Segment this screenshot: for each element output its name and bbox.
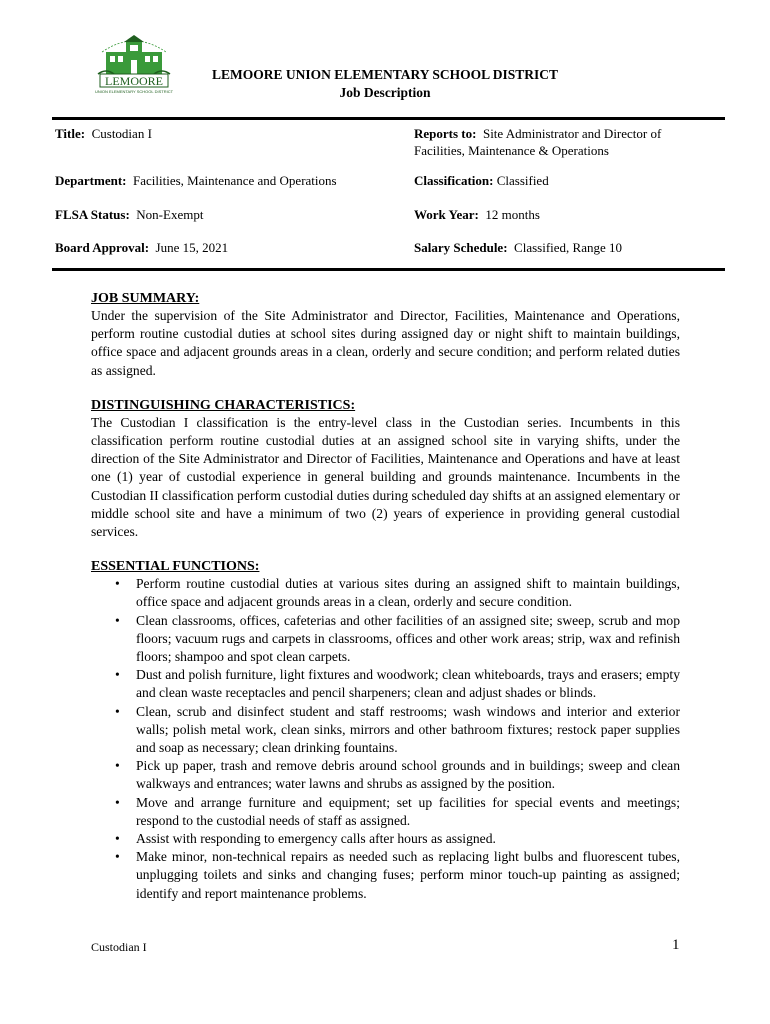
job-summary-heading: JOB SUMMARY: — [91, 291, 200, 306]
list-item: • Clean classrooms, offices, cafeterias and other facilities of an assigned site; sweep, scrub and mop floors; vacuum rugs and carpets in classrooms, offices and other work areas; strip, wax and refinish floors; shampoo and spot clean carpets. — [115, 612, 680, 665]
top-rule — [52, 117, 725, 120]
footer-doc-title: Custodian I — [91, 940, 147, 954]
document-body — [91, 290, 680, 903]
distinguishing-text: The Custodian I classification is the entry-level class in the Custodian series. Incumbents in this classification perform routine custodial duties at an assigned school site in varying shifts, under the direction of the Site Administrator and Director of Facilities, Maintenance and Operations and have at least one (1) year of custodial experience in general building and grounds maintenance. Incumbents in the Custodian II classification perform custodial duties during scheduled day shifts at an assigned elementary or middle school site and have a minimum of two (2) years of experience in providing general custodial services. — [91, 414, 680, 540]
classification-value: Classified — [496, 173, 549, 188]
meta-workyear — [414, 206, 540, 223]
title-value: Custodian I — [91, 126, 152, 141]
workyear-label: Work Year: — [414, 207, 479, 222]
board-label: Board Approval: — [55, 240, 150, 255]
bullet-icon: • — [115, 794, 120, 810]
meta-classification — [414, 172, 549, 189]
svg-text:UNION ELEMENTARY SCHOOL DISTRI: UNION ELEMENTARY SCHOOL DISTRICT — [94, 89, 174, 94]
meta-title — [55, 125, 152, 142]
essential-functions-heading: ESSENTIAL FUNCTIONS: — [91, 559, 260, 575]
board-value: June 15, 2021 — [155, 240, 229, 255]
flsa-label: FLSA Status: — [55, 207, 130, 222]
essential-functions-list — [91, 575, 680, 903]
title-label: Title: — [55, 126, 86, 141]
meta-reports — [414, 125, 704, 159]
classification-label: Classification: — [414, 173, 494, 188]
bullet-icon: • — [115, 758, 120, 774]
salary-label: Salary Schedule: — [414, 240, 508, 255]
list-item: • Pick up paper, trash and remove debris around school grounds and in buildings; sweep and clean walkways and entrances; water lawns and shrubs as assigned by the position. — [115, 758, 680, 792]
bottom-rule — [52, 268, 725, 271]
district-name: LEMOORE UNION ELEMENTARY SCHOOL DISTRICT — [211, 67, 559, 82]
bullet-icon: • — [115, 612, 120, 628]
bullet-icon: • — [115, 831, 120, 847]
flsa-value: Non-Exempt — [136, 207, 204, 222]
job-summary-text: Under the supervision of the Site Administrator and Director, Facilities, Maintenance and Operations, perform routine custodial duties at school sites during assigned day or night shift to maintain buildings, office space and adjacent grounds areas in a clean, orderly and secure condition; and perform related duties as assigned. — [91, 308, 680, 378]
meta-salary — [414, 239, 622, 256]
reports-label: Reports to: — [414, 126, 477, 141]
department-label: Department: — [55, 173, 127, 188]
meta-board-approval — [55, 239, 228, 256]
meta-department — [55, 172, 337, 189]
reports-value-1: Site Administrator and Director of — [482, 126, 662, 141]
list-item: • Move and arrange furniture and equipment; set up facilities for special events and meetings; respond to the custodial needs of staff as assigned. — [115, 794, 680, 828]
reports-value-2: Facilities, Maintenance & Operations — [414, 143, 609, 158]
page-number: 1 — [672, 937, 680, 953]
department-value: Facilities, Maintenance and Operations — [132, 173, 337, 188]
list-item: • Make minor, non-technical repairs as needed such as replacing light bulbs and fluorescent tubes, unplugging toilets and sinks and changing fuses; perform minor touch-up painting as assigned; identify and report maintenance problems. — [115, 849, 680, 901]
svg-text:LEMOORE: LEMOORE — [105, 74, 163, 88]
bullet-icon: • — [115, 576, 120, 592]
list-item: • Perform routine custodial duties at various sites during an assigned shift to maintain buildings, office space and adjacent grounds areas in a clean, orderly and secure condition. — [115, 576, 680, 610]
meta-flsa — [55, 206, 203, 223]
salary-value: Classified, Range 10 — [514, 240, 623, 255]
bullet-icon: • — [115, 703, 120, 719]
list-item: • Assist with responding to emergency calls after hours as assigned. — [91, 830, 680, 848]
document-subtitle: Job Description — [339, 85, 431, 100]
distinguishing-heading: DISTINGUISHING CHARACTERISTICS: — [91, 397, 356, 413]
bullet-icon: • — [115, 667, 120, 683]
list-item: • Clean, scrub and disinfect student and staff restrooms; wash windows and interior and exterior walls; polish metal work, clean sinks, mirrors and other bathroom fixtures; restock paper supplies and soap as necessary; clean drinking fountains. — [115, 703, 680, 756]
list-item: • Dust and polish furniture, light fixtures and woodwork; clean whiteboards, trays and erasers; empty and clean waste receptacles and pencil sharpeners; clean and adjust shades or blinds. — [115, 667, 680, 701]
bullet-icon: • — [115, 849, 120, 865]
workyear-value: 12 months — [485, 207, 540, 222]
